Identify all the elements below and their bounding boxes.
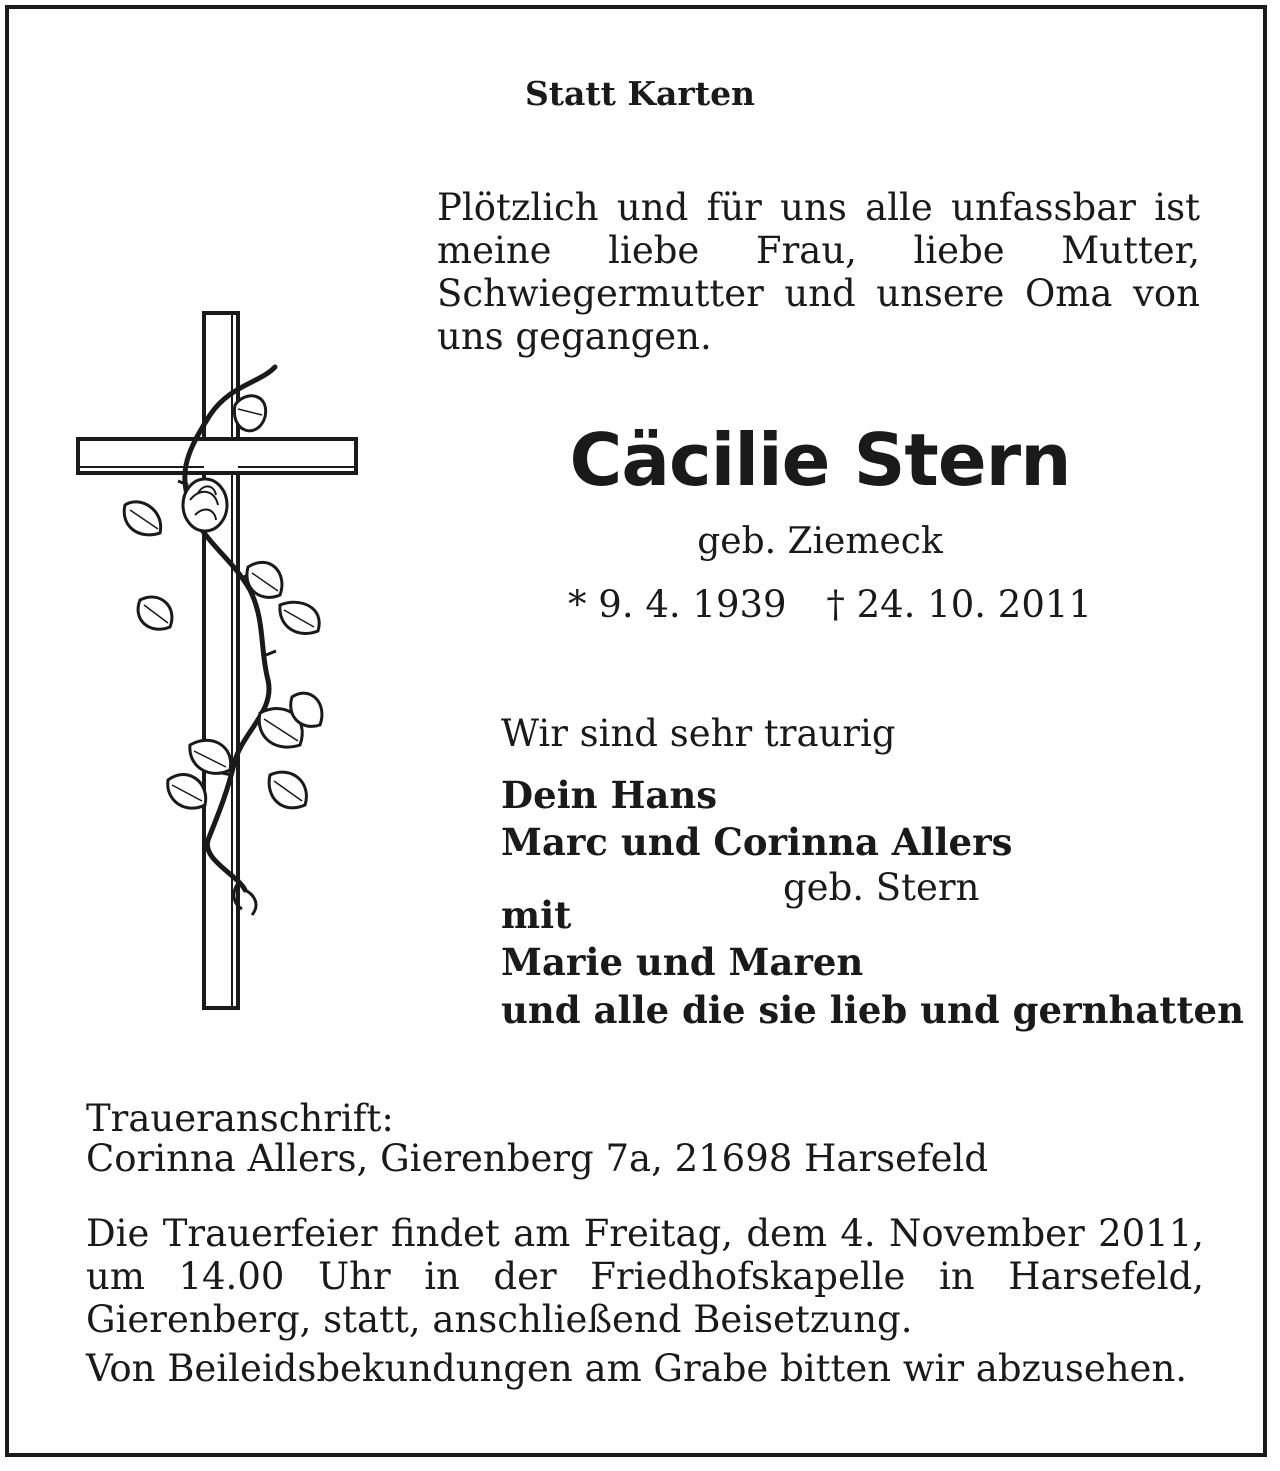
mourner-birth-name: geb. Stern [783, 866, 980, 909]
intro-text: Plötzlich und für uns alle unfassbar ist meine liebe Frau, liebe Mutter, Schwiegermutter und unsere Oma von uns gegangen. [437, 186, 1200, 358]
ceremony-text: Die Trauerfeier findet am Freitag, dem 4. November 2011, um 14.00 Uhr in der Friedhofskapelle in Harsefeld, Gierenberg, statt, anschließend Beisetzung. [86, 1212, 1204, 1341]
mourner-line: Marie und Maren [501, 940, 864, 984]
cross-with-rose-icon [70, 305, 370, 1025]
birth-date: * 9. 4. 1939 [568, 583, 787, 626]
deceased-name: Cäcilie Stern [569, 418, 1071, 502]
mourner-line: mit [501, 893, 572, 937]
notice-heading: Statt Karten [524, 74, 756, 113]
address-text: Corinna Allers, Gierenberg 7a, 21698 Harsefeld [86, 1137, 989, 1180]
mourner-line: Dein Hans [501, 773, 718, 817]
death-date: † 24. 10. 2011 [826, 583, 1092, 626]
condolence-text: Von Beileidsbekundungen am Grabe bitten wir abzusehen. [86, 1347, 1188, 1390]
mourner-line: Marc und Corinna Allers [501, 820, 1013, 864]
birth-name: geb. Ziemeck [697, 521, 943, 562]
mourners-intro: Wir sind sehr traurig [501, 712, 896, 755]
mourner-line: und alle die sie lieb und gernhatten [501, 988, 1244, 1032]
address-label: Traueranschrift: [86, 1097, 394, 1140]
life-dates [520, 583, 1140, 626]
